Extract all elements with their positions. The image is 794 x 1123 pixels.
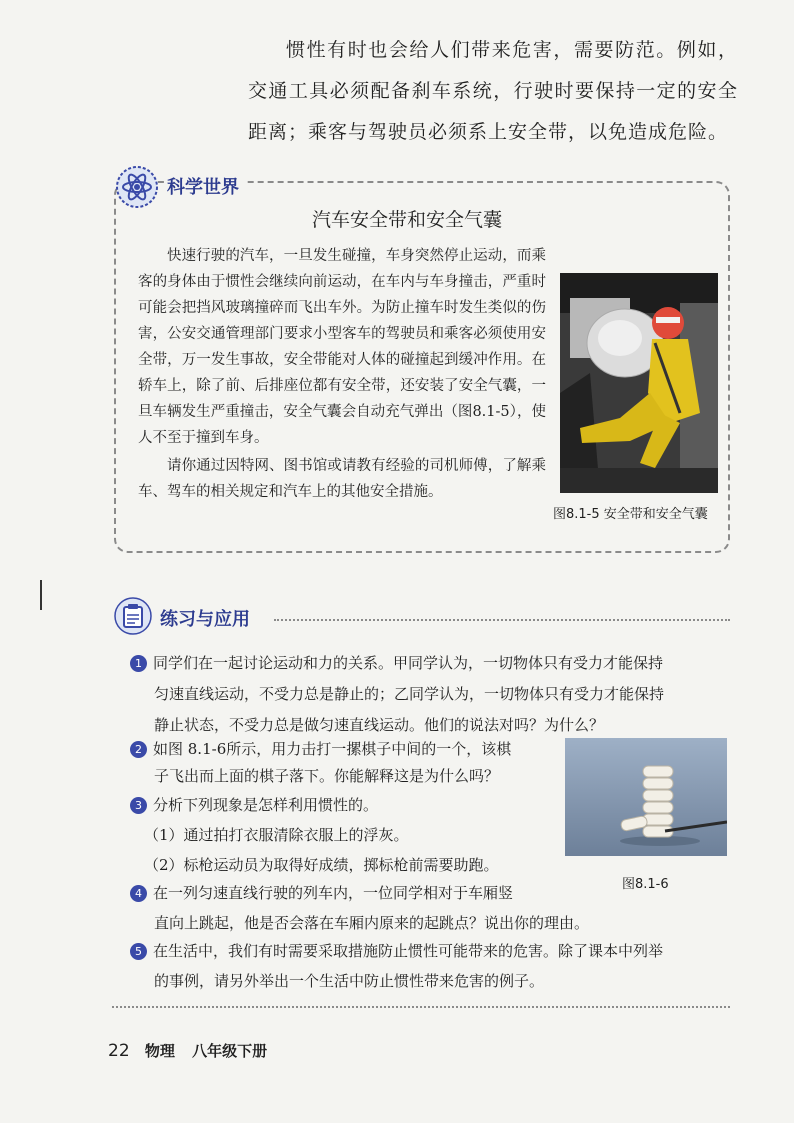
- article-paragraph-2: 请你通过因特网、图书馆或请教有经验的司机师傅，了解乘车、驾车的相关规定和汽车上的其他安全措施。: [138, 458, 546, 500]
- atom-icon: [115, 165, 159, 209]
- science-world-label: 科学世界: [167, 173, 245, 199]
- exercise-2: [130, 736, 511, 790]
- article-body: [138, 243, 546, 505]
- exercise-line: 在生活中，我们有时需要采取措施防止惯性可能带来的危害。除了课本中列举: [153, 942, 664, 960]
- exercise-4: [130, 880, 589, 937]
- exercise-line: 匀速直线运动，不受力总是静止的；乙同学认为，一切物体只有受力才能保持: [154, 685, 665, 703]
- exercise-line: 如图 8.1-6所示，用力击打一摞棋子中间的一个，该棋: [153, 740, 512, 758]
- exercise-line: 子飞出而上面的棋子落下。你能解释这是为什么吗？: [154, 767, 500, 785]
- exercise-subitem: （1）通过拍打衣服清除衣服上的浮灰。: [144, 826, 409, 844]
- grade: 八年级下册: [192, 1042, 268, 1060]
- article-paragraph-1: 快速行驶的汽车，一旦发生碰撞，车身突然停止运动，而乘客的身体由于惯性会继续向前运动，在车内与车身撞击，严重时可能会把挡风玻璃撞碎而飞出车外。为防止撞车时发生类似的伤害，公安交通管理部门要求小型客车的驾驶员和乘客必须使用安全带，万一发生事故，安全带能对人体的碰撞起到缓冲作用。在轿车上，除了前、后排座位都有安全带，还安装了安全气囊，一旦车辆发生严重撞击，安全气囊会自动充气弹出（图8.1-5），使人不至于撞到车身。: [138, 248, 546, 446]
- clipboard-icon: [114, 597, 152, 635]
- page-number: 22: [108, 1041, 130, 1061]
- exercise-number: 4: [130, 885, 147, 902]
- exercise-number: 1: [130, 655, 147, 672]
- exercise-subitem: （2）标枪运动员为取得好成绩，掷标枪前需要助跑。: [144, 856, 499, 874]
- exercise-1: [130, 650, 664, 739]
- article-title: 汽车安全带和安全气囊: [312, 209, 503, 231]
- page-footer: [108, 1040, 267, 1061]
- bottom-divider: [112, 1006, 730, 1008]
- margin-mark: [40, 580, 42, 610]
- exercise-line: 的事例，请另外举出一个生活中防止惯性带来危害的例子。: [154, 972, 545, 990]
- figure-8-1-5-caption: 图8.1-5 安全带和安全气囊: [553, 507, 708, 522]
- exercise-line: 静止状态，不受力总是做匀速直线运动。他们的说法对吗？为什么？: [154, 716, 605, 734]
- exercise-3: [130, 792, 499, 879]
- exercises-header: [114, 597, 730, 637]
- exercise-number: 5: [130, 943, 147, 960]
- exercises-label: 练习与应用: [160, 609, 250, 630]
- subject: 物理: [144, 1042, 175, 1060]
- exercise-number: 2: [130, 741, 147, 758]
- exercise-line: 分析下列现象是怎样利用惯性的。: [153, 796, 379, 814]
- science-world-header: [115, 165, 725, 205]
- header-divider: [274, 619, 730, 621]
- figure-8-1-6-caption: 图8.1-6: [622, 877, 669, 892]
- airbag-photo: [560, 273, 718, 493]
- intro-paragraph: 惯性有时也会给人们带来危害，需要防范。例如，交通工具必须配备刹车系统，行驶时要保持一定的安全距离；乘客与驾驶员必须系上安全带，以免造成危险。: [248, 39, 738, 143]
- exercise-5: [130, 938, 663, 995]
- checker-stack-photo: [565, 738, 727, 856]
- exercise-line: 直向上跳起，他是否会落在车厢内原来的起跳点？说出你的理由。: [154, 914, 590, 932]
- exercise-line: 同学们在一起讨论运动和力的关系。甲同学认为，一切物体只有受力才能保持: [153, 654, 664, 672]
- exercise-number: 3: [130, 797, 147, 814]
- exercise-line: 在一列匀速直线行驶的列车内，一位同学相对于车厢竖: [153, 884, 514, 902]
